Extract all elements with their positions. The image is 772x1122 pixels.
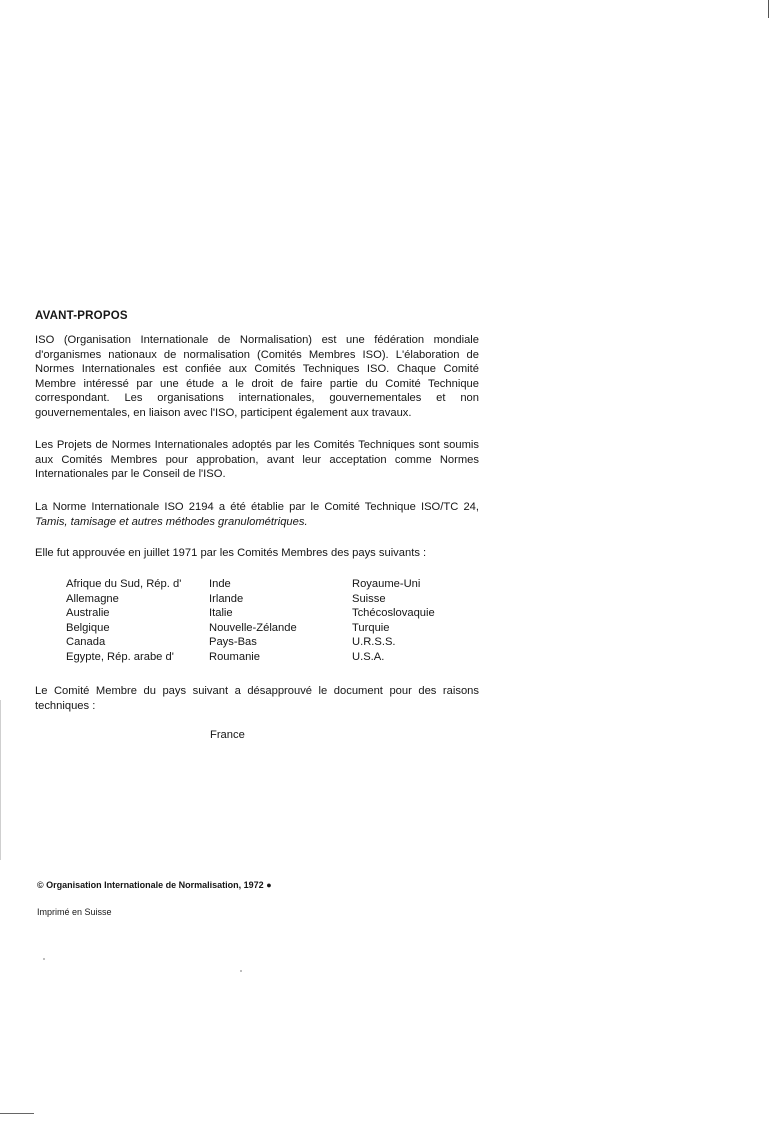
disapproving-country: France [210, 729, 245, 741]
country-item: Canada [66, 636, 106, 649]
foreword-heading: AVANT-PROPOS [35, 310, 128, 322]
country-item: Egypte, Rép. arabe d' [66, 650, 174, 663]
country-item: U.R.S.S. [352, 636, 396, 649]
countries-column-3 [352, 577, 435, 665]
country-item: U.S.A. [352, 650, 385, 663]
foreword-paragraph-approval-date: Elle fut approuvée en juillet 1971 par les Comités Membres des pays suivants : [35, 547, 427, 559]
standard-origin-text: La Norme Internationale ISO 2194 a été établie par le Comité Technique ISO/TC 24, [35, 501, 479, 513]
country-item: Suisse [352, 592, 386, 605]
countries-column-1 [66, 577, 181, 665]
country-item: Nouvelle-Zélande [209, 621, 297, 634]
foreword-paragraph-approval-process: Les Projets de Normes Internationales adoptés par les Comités Techniques sont soumis aux Comités Membres pour approbation, avant leur acceptation comme Normes Internationales par le Conseil de l'ISO. [35, 439, 479, 481]
country-item: Royaume-Uni [352, 578, 421, 590]
countries-column-2 [209, 577, 297, 665]
country-item: Afrique du Sud, Rép. d' [66, 578, 182, 590]
country-item: Inde [209, 578, 231, 590]
committee-title: Tamis, tamisage et autres méthodes granulométriques. [35, 515, 308, 528]
scan-speck [240, 970, 242, 972]
country-item: Italie [209, 607, 233, 620]
country-item: Roumanie [209, 650, 260, 663]
scan-edge-mark-left [0, 700, 1, 860]
foreword-paragraph-standard-origin [35, 500, 479, 529]
scan-edge-mark-bottom [0, 1113, 34, 1114]
copyright-notice: © Organisation Internationale de Normalisation, 1972 ● [37, 880, 272, 890]
country-item: Irlande [209, 592, 244, 605]
scan-speck [43, 958, 45, 960]
country-item: Turquie [352, 621, 390, 634]
foreword-paragraph-iso-intro: ISO (Organisation Internationale de Normalisation) est une fédération mondiale d'organismes nationaux de normalisation (Comités Membres ISO). L'élaboration de Normes Internationales est confiée aux Comités Techniques ISO. Chaque Comité Membre intéressé par une étude a le droit de faire partie du Comité Technique correspondant. Les organisations internationales, gouvernementales et non gouvernementales, en liaison avec l'ISO, participent également aux travaux. [35, 334, 479, 419]
country-item: Allemagne [66, 592, 119, 605]
country-item: Belgique [66, 621, 110, 634]
foreword-paragraph-disapproval: Le Comité Membre du pays suivant a désapprouvé le document pour des raisons techniques : [35, 685, 479, 712]
country-item: Australie [66, 607, 110, 620]
country-item: Tchécoslovaquie [352, 607, 435, 620]
printed-in-notice: Imprimé en Suisse [37, 907, 112, 917]
scan-edge-mark-right [768, 0, 769, 18]
country-item: Pays-Bas [209, 636, 257, 649]
